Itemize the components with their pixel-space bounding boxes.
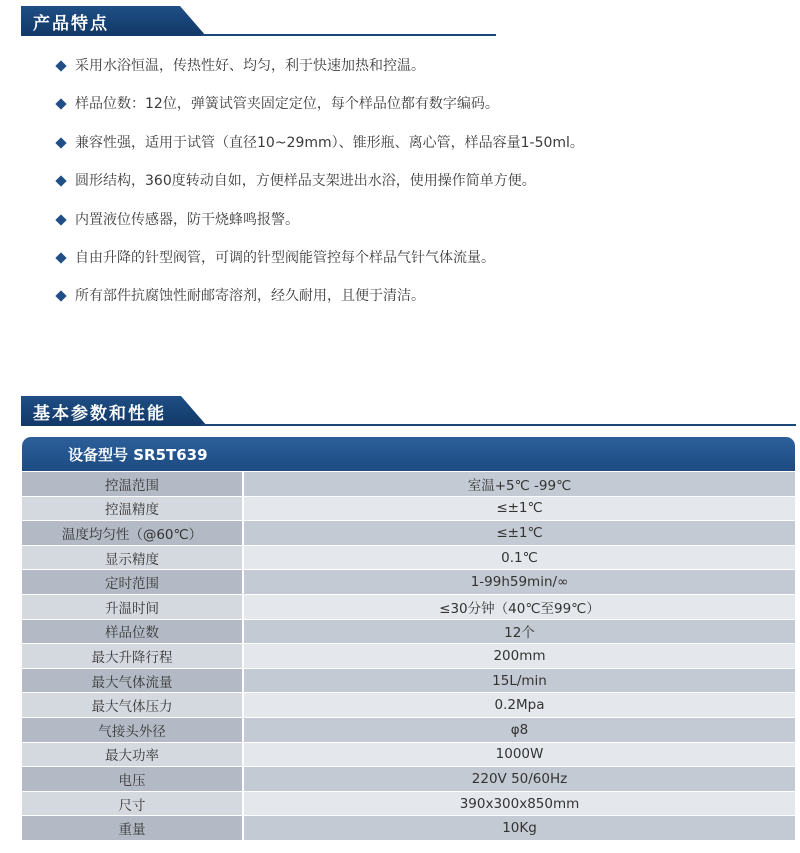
spec-value: 10Kg xyxy=(244,816,795,840)
table-row xyxy=(22,520,795,545)
spec-table-header xyxy=(22,437,795,471)
spec-label: 样品位数 xyxy=(22,620,244,644)
spec-value: 220V 50/60Hz xyxy=(244,767,795,791)
features-header-rule xyxy=(201,34,496,36)
feature-text: 圆形结构，360度转动自如，方便样品支架进出水浴，使用操作简单方便。 xyxy=(75,173,536,190)
spec-label: 气接头外径 xyxy=(22,718,244,742)
spec-header-rule xyxy=(201,424,796,426)
spec-label: 升温时间 xyxy=(22,595,244,619)
diamond-bullet-icon xyxy=(55,291,66,302)
spec-table xyxy=(22,437,795,840)
spec-label: 温度均匀性（@60℃） xyxy=(22,521,244,545)
table-row xyxy=(22,668,795,693)
feature-item xyxy=(57,94,787,132)
spec-value: 室温+5℃ -99℃ xyxy=(244,472,795,496)
spec-label: 定时范围 xyxy=(22,570,244,594)
feature-text: 样品位数：12位，弹簧试管夹固定定位，每个样品位都有数字编码。 xyxy=(75,96,499,113)
diamond-bullet-icon xyxy=(55,137,66,148)
feature-text: 自由升降的针型阀管，可调的针型阀能管控每个样品气针气体流量。 xyxy=(75,249,495,266)
spec-value: 0.2Mpa xyxy=(244,693,795,717)
table-row xyxy=(22,496,795,521)
feature-item xyxy=(57,56,787,94)
spec-value: φ8 xyxy=(244,718,795,742)
spec-label: 电压 xyxy=(22,767,244,791)
feature-list xyxy=(57,56,787,325)
feature-item xyxy=(57,171,787,209)
spec-value: ≤30分钟（40℃至99℃） xyxy=(244,595,795,619)
feature-text: 所有部件抗腐蚀性耐邮寄溶剂，经久耐用，且便于清洁。 xyxy=(75,288,425,305)
table-row xyxy=(22,766,795,791)
spec-label: 重量 xyxy=(22,816,244,840)
table-row xyxy=(22,643,795,668)
spec-label: 控温范围 xyxy=(22,472,244,496)
spec-value: 200mm xyxy=(244,644,795,668)
diamond-bullet-icon xyxy=(55,60,66,71)
table-row xyxy=(22,569,795,594)
spec-label: 尺寸 xyxy=(22,792,244,816)
table-row xyxy=(22,692,795,717)
feature-item xyxy=(57,248,787,286)
spec-section-header xyxy=(21,396,796,426)
table-row xyxy=(22,717,795,742)
spec-value: ≤±1℃ xyxy=(244,497,795,521)
table-row xyxy=(22,545,795,570)
model-label: 设备型号 SR5T639 xyxy=(68,446,208,464)
spec-value: 390x300x850mm xyxy=(244,792,795,816)
spec-value: 15L/min xyxy=(244,669,795,693)
diamond-bullet-icon xyxy=(55,99,66,110)
spec-label: 控温精度 xyxy=(22,497,244,521)
table-row xyxy=(22,594,795,619)
spec-value: 1000W xyxy=(244,743,795,767)
spec-label: 最大气体压力 xyxy=(22,693,244,717)
table-row xyxy=(22,791,795,816)
table-row xyxy=(22,471,795,496)
table-row xyxy=(22,619,795,644)
spec-value: 1-99h59min/∞ xyxy=(244,570,795,594)
spec-section-title: 基本参数和性能 xyxy=(33,404,166,424)
table-row xyxy=(22,742,795,767)
spec-label: 最大升降行程 xyxy=(22,644,244,668)
spec-value: 0.1℃ xyxy=(244,546,795,570)
features-section-title: 产品特点 xyxy=(33,14,109,34)
spec-label: 最大气体流量 xyxy=(22,669,244,693)
diamond-bullet-icon xyxy=(55,176,66,187)
feature-text: 内置液位传感器，防干烧蜂鸣报警。 xyxy=(75,211,299,228)
features-section-header xyxy=(21,6,496,36)
spec-value: 12个 xyxy=(244,620,795,644)
diamond-bullet-icon xyxy=(55,252,66,263)
feature-item xyxy=(57,210,787,248)
diamond-bullet-icon xyxy=(55,214,66,225)
spec-value: ≤±1℃ xyxy=(244,521,795,545)
feature-text: 兼容性强，适用于试管（直径10~29mm）、锥形瓶、离心管，样品容量1-50ml。 xyxy=(75,134,584,151)
feature-item xyxy=(57,133,787,171)
feature-item xyxy=(57,286,787,324)
spec-label: 显示精度 xyxy=(22,546,244,570)
spec-label: 最大功率 xyxy=(22,743,244,767)
table-row xyxy=(22,815,795,840)
feature-text: 采用水浴恒温，传热性好、均匀，利于快速加热和控温。 xyxy=(75,58,425,74)
